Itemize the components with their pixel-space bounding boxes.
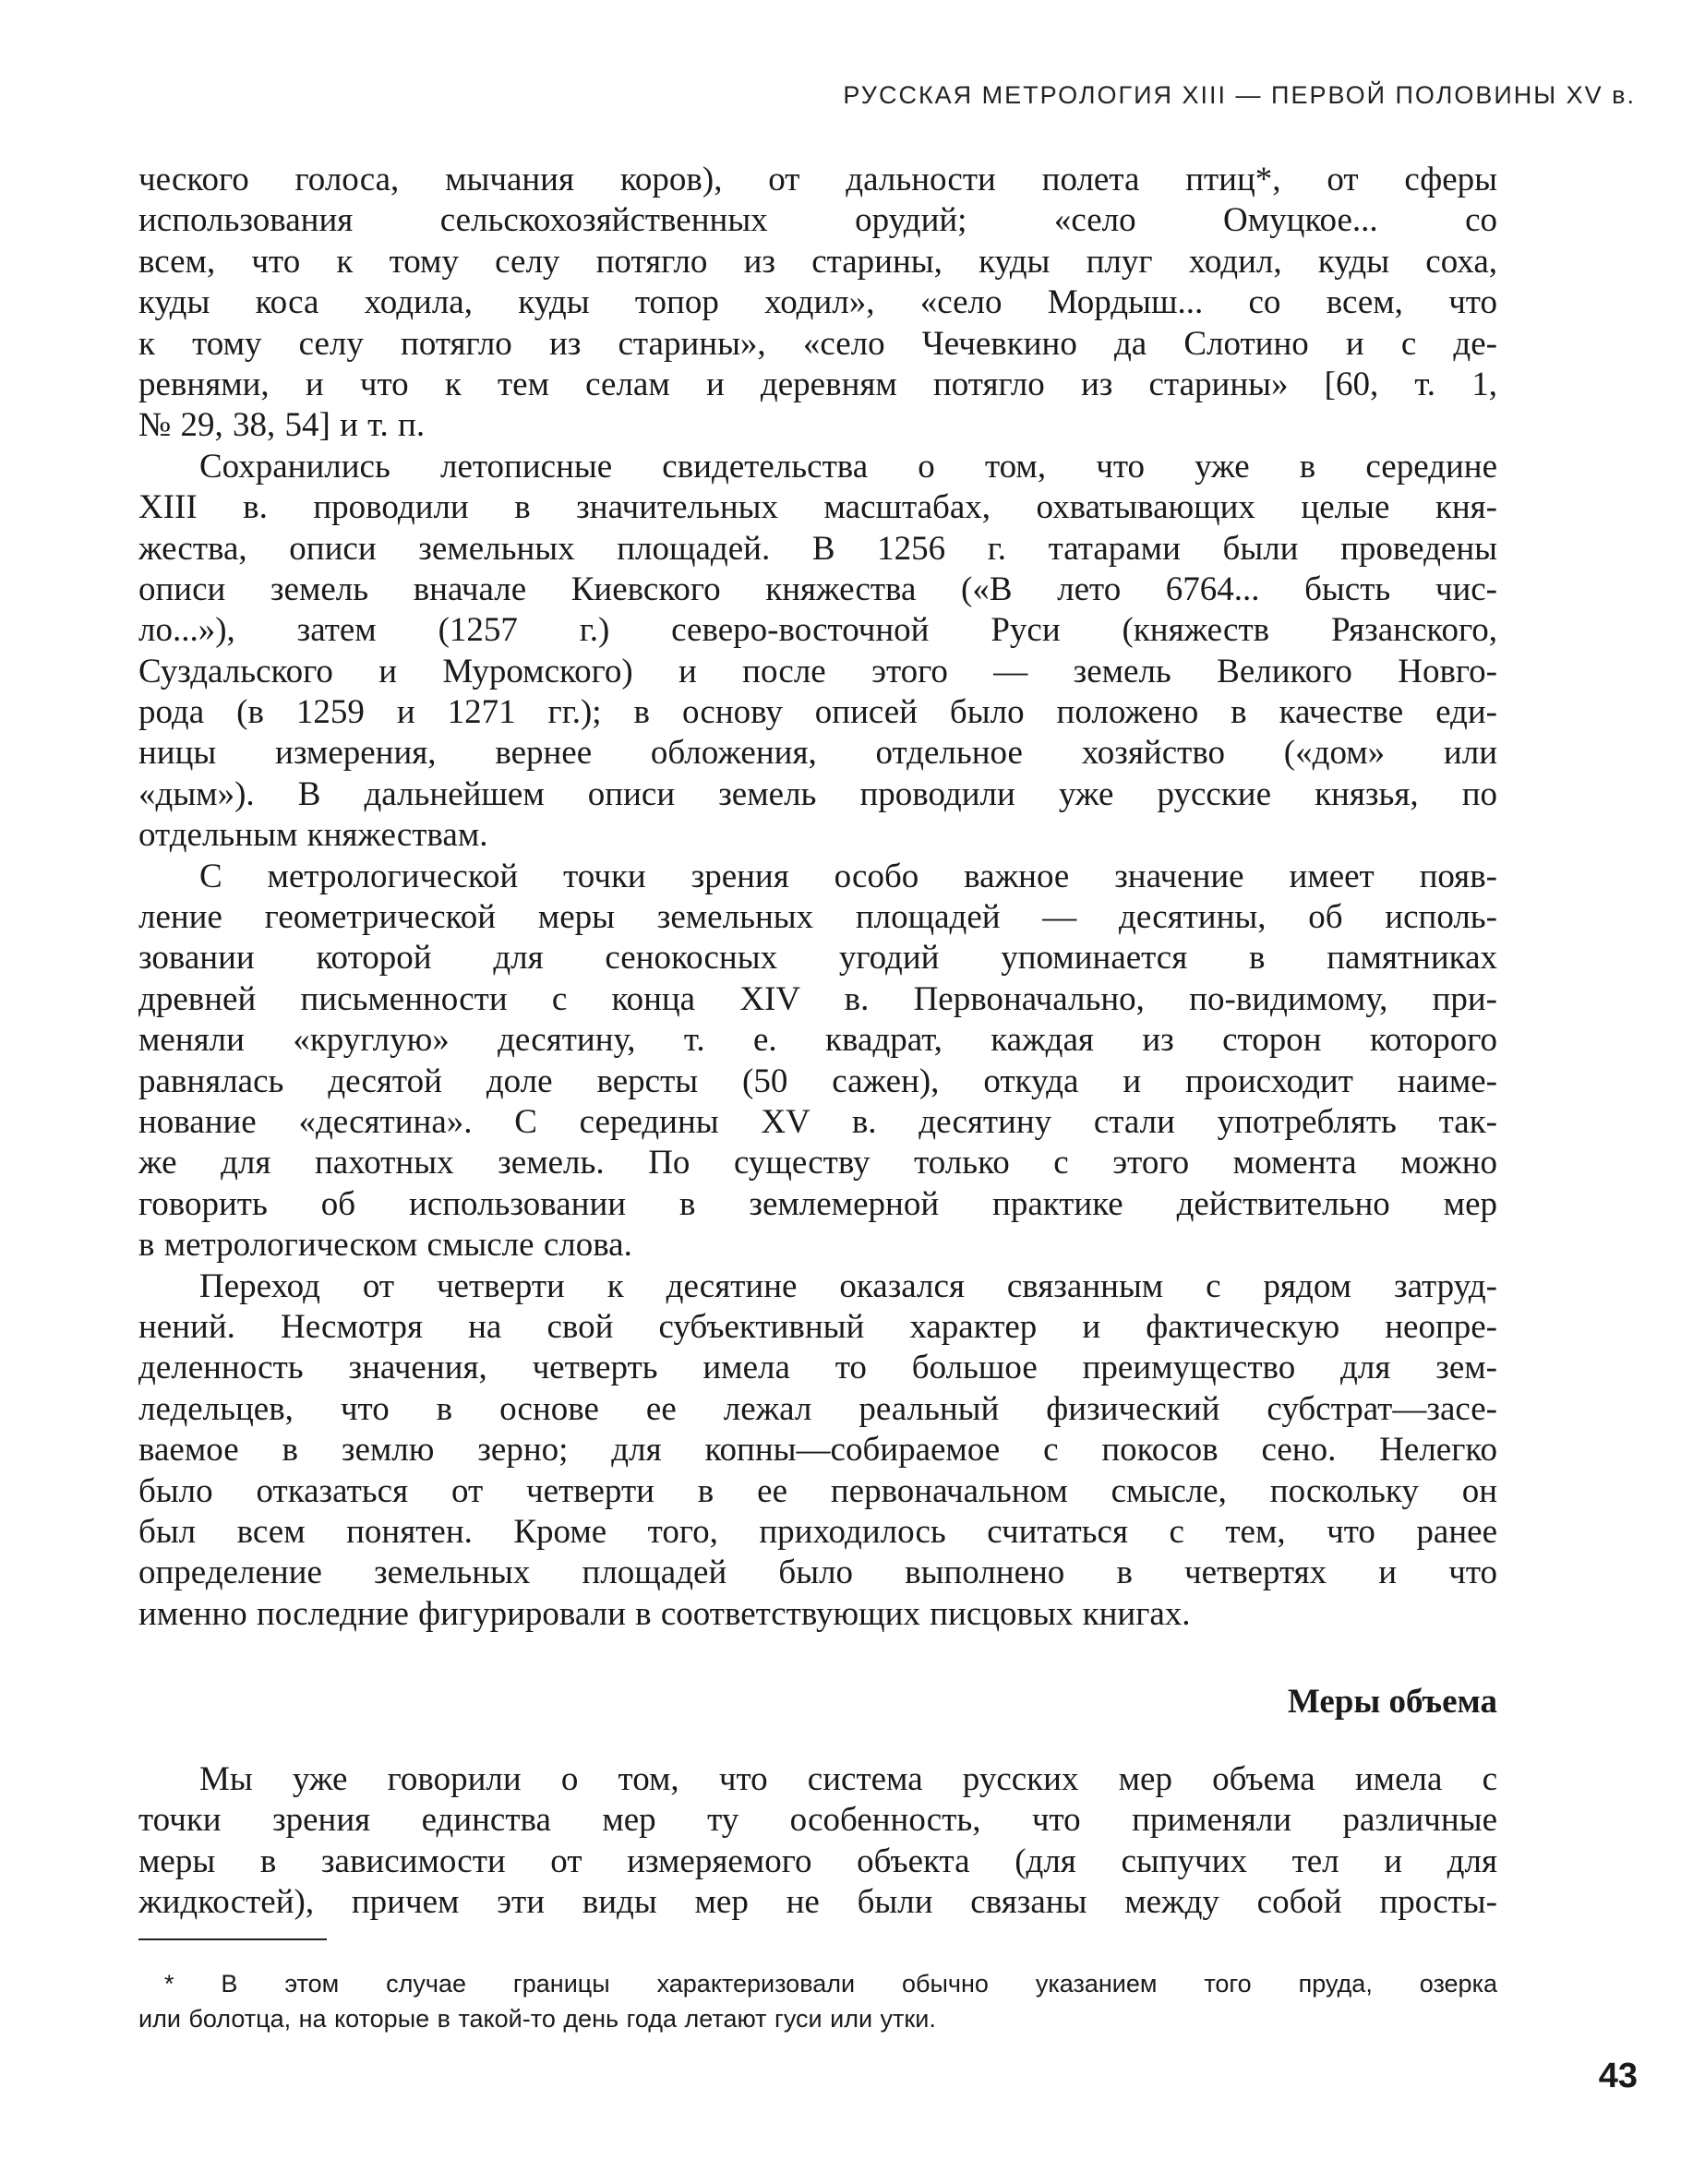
footnote <box>138 1966 1497 2036</box>
text-line: рода (в 1259 и 1271 гг.); в основу описей было положено в качестве еди- <box>138 693 1497 732</box>
text-line: определение земельных площадей было выполнено в четвертях и что <box>138 1554 1497 1592</box>
text-line: ревнями, и что к тем селам и деревням потягло из старины» [60, т. 1, <box>138 365 1497 403</box>
text-line: нование «десятина». С середины XV в. десятину стали употреблять так- <box>138 1102 1497 1141</box>
text-line: ледельцев, что в основе ее лежал реальный физический субстрат—засе- <box>138 1389 1497 1428</box>
text-line: С метрологической точки зрения особо важное значение имеет появ- <box>199 857 1497 895</box>
text-line: Суздальского и Муромского) и после этого — земель Великого Новго- <box>138 652 1497 690</box>
page-number: 43 <box>1598 2057 1638 2095</box>
text-line: нений. Несмотря на свой субъективный характер и фактическую неопре- <box>138 1307 1497 1346</box>
paragraph <box>138 1266 1497 1636</box>
text-line: точки зрения единства мер ту особенность, что применяли различные <box>138 1801 1497 1840</box>
text-line: XIII в. проводили в значительных масштабах, охватывающих целые кня- <box>138 488 1497 527</box>
text-line: жества, описи земельных площадей. В 1256 г. татарами были проведены <box>138 529 1497 568</box>
text-line: ло...»), затем (1257 г.) северо-восточной Руси (княжеств Рязанского, <box>138 611 1497 650</box>
text-line: куды коса ходила, куды топор ходил», «село Мордыш... со всем, что <box>138 283 1497 322</box>
text-line: равнялась десятой доле версты (50 сажен), откуда и происходит наиме- <box>138 1062 1497 1100</box>
text-line: же для пахотных земель. По существу только с этого момента можно <box>138 1144 1497 1182</box>
text-line: было отказаться от четверти в ее первоначальном смысле, поскольку он <box>138 1471 1497 1510</box>
text-line: жидкостей), причем эти виды мер не были связаны между собой просты- <box>138 1883 1497 1922</box>
text-line: * В этом случае границы характеризовали обычно указанием того пруда, озерка <box>164 1970 1497 1998</box>
text-line: всем, что к тому селу потягло из старины, куды плуг ходил, куды соха, <box>138 242 1497 281</box>
text-line: описи земель вначале Киевского княжества («В лето 6764... бысть чис- <box>138 570 1497 608</box>
section-paragraph <box>138 1759 1497 1924</box>
text-line: № 29, 38, 54] и т. п. <box>138 406 426 445</box>
paragraph <box>138 857 1497 1266</box>
text-line: «дым»). В дальнейшем описи земель проводили уже русские князья, по <box>138 774 1497 813</box>
text-line: зовании которой для сенокосных угодий упоминается в памятниках <box>138 939 1497 978</box>
text-line: меры в зависимости от измеряемого объекта (для сыпучих тел и для <box>138 1842 1497 1880</box>
text-line: деленность значения, четверть имела то большое преимущество для зем- <box>138 1349 1497 1387</box>
text-line: или болотца, на которые в такой-то день года летают гуси или утки. <box>138 2005 936 2033</box>
text-line: Сохранились летописные свидетельства о том, что уже в середине <box>199 447 1497 486</box>
text-line: именно последние фигурировали в соответствующих писцовых книгах. <box>138 1594 1191 1633</box>
text-line: был всем понятен. Кроме того, приходилось считаться с тем, что ранее <box>138 1512 1497 1551</box>
body-text <box>138 160 1497 1635</box>
text-line: древней письменности с конца XIV в. Первоначально, по-видимому, при- <box>138 979 1497 1018</box>
text-line: ление геометрической меры земельных площадей — десятины, об исполь- <box>138 898 1497 937</box>
footnote-divider <box>138 1938 327 1940</box>
text-line: говорить об использовании в землемерной практике действительно мер <box>138 1184 1497 1223</box>
text-line: ваемое в землю зерно; для копны—собираемое с покосов сено. Нелегко <box>138 1431 1497 1470</box>
text-line: к тому селу потягло из старины», «село Чечевкино да Слотино и с де- <box>138 324 1497 363</box>
running-head: РУССКАЯ МЕТРОЛОГИЯ XIII — ПЕРВОЙ ПОЛОВИНЫ XV в. <box>843 81 1636 109</box>
text-line: меняли «круглую» десятину, т. е. квадрат, каждая из сторон которого <box>138 1021 1497 1060</box>
text-line: Переход от четверти к десятине оказался связанным с рядом затруд- <box>199 1266 1497 1305</box>
text-line: отдельным княжествам. <box>138 816 488 855</box>
text-line: использования сельскохозяйственных орудий; «село Омуцкое... со <box>138 201 1497 240</box>
paragraph <box>138 447 1497 857</box>
paragraph <box>138 160 1497 447</box>
text-line: ческого голоса, мычания коров), от дальности полета птиц*, от сферы <box>138 161 1497 198</box>
text-line: ницы измерения, вернее обложения, отдельное хозяйство («дом» или <box>138 734 1497 773</box>
text-line: Мы уже говорили о том, что система русских мер объема имела с <box>199 1760 1497 1798</box>
section-heading: Меры объема <box>1287 1683 1497 1721</box>
text-line: в метрологическом смысле слова. <box>138 1226 632 1265</box>
